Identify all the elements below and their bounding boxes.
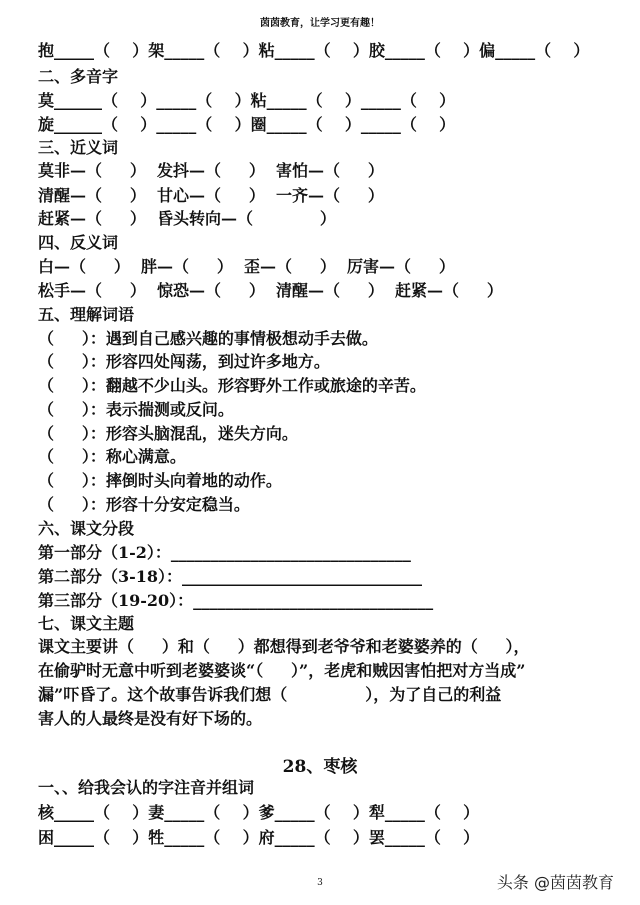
lines-21: 第一部分（1-2）：______________________________ [38,543,411,562]
section-heading: 五、理解词语 [38,305,135,324]
lines-7: 赶紧—（ ） 昏头转向—（ ） [38,209,336,228]
lines-27: 漏”吓昏了。这个故事告诉我们想（ ），为了自己的利益 [38,685,502,704]
page-header: 茵茵教育，让学习更有趣！ [260,18,380,29]
lines-19: （ ）：形容十分安定稳当。 [38,495,250,514]
section-heading: 六、课文分段 [38,519,135,538]
lines-3: 旋______（ ）_____（ ）圈_____（ ）_____（ ） [38,115,456,134]
lines-5: 莫非—（ ） 发抖—（ ） 害怕—（ ） [38,161,384,180]
lines-28: 害人的人最终是没有好下场的。 [38,709,263,728]
lines-23: 第三部分（19-20）：______________________________ [38,591,434,610]
section-heading: 二、多音字 [38,67,119,86]
lines-14: （ ）：翻越不少山头。形容野外工作或旅途的辛苦。 [38,376,426,395]
lines-6: 清醒—（ ） 甘心—（ ） 一齐—（ ） [38,186,384,205]
lines-0: 抱_____（ ）架_____（ ）粘_____（ ）胶_____（ ）偏_____（ ） [38,41,590,60]
lines-16: （ ）：形容头脑混乱，迷失方向。 [38,424,298,443]
lines-26: 在偷驴时无意中听到老婆婆谈“（ ）”，老虎和贼因害怕把对方当成” [38,661,526,680]
watermark: 头条 @茵茵教育 [497,870,614,893]
lines-15: （ ）：表示揣测或反问。 [38,400,234,419]
section-heading: 七、课文主题 [38,614,135,633]
lines-13: （ ）：形容四处闯荡，到过许多地方。 [38,352,330,371]
section-heading: 三、近义词 [38,138,119,157]
lines-22: 第二部分（3-18）：______________________________ [38,567,423,586]
lines-9: 白—（ ） 胖—（ ） 歪—（ ） 厉害—（ ） [38,257,455,276]
page-number: 3 [317,878,323,888]
lines-17: （ ）：称心满意。 [38,447,186,466]
lines-10: 松手—（ ） 惊恐—（ ） 清醒—（ ） 赶紧—（ ） [38,281,503,300]
section-heading: 一、、给我会认的字注音并组词 [38,778,255,797]
lines2-2: 困_____（ ）牲_____（ ）府_____（ ）罢_____（ ） [38,828,480,847]
lines-25: 课文主要讲（ ）和（ ）都想得到老爷爷和老婆婆养的（ ）， [38,637,530,656]
lines-12: （ ）：遇到自己感兴趣的事情极想动手去做。 [38,329,378,348]
lesson-title: 28、枣核 [282,757,358,777]
section-heading: 四、反义词 [38,233,119,252]
lines2-1: 核_____（ ）妻_____（ ）爹_____（ ）犁_____（ ） [38,803,480,822]
lines-2: 莫______（ ）_____（ ）粘_____（ ）_____（ ） [38,91,456,110]
lines-18: （ ）：摔倒时头向着地的动作。 [38,471,282,490]
